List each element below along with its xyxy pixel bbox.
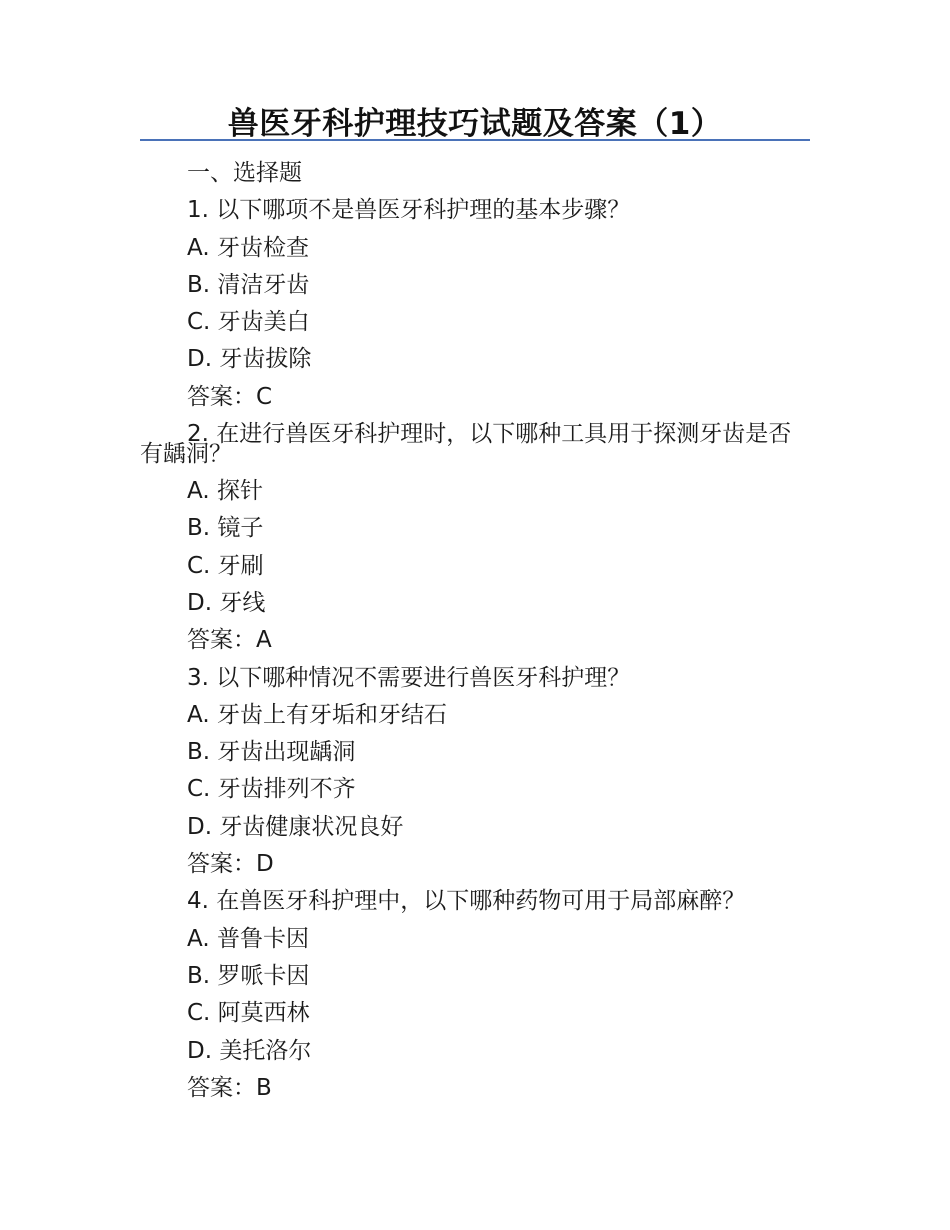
question-4: 4. 在兽医牙科护理中，以下哪种药物可用于局部麻醉？	[187, 888, 746, 915]
question-3-option-c: C. 牙齿排列不齐	[187, 776, 356, 803]
question-1: 1. 以下哪项不是兽医牙科护理的基本步骤？	[187, 197, 631, 224]
question-1-option-c: C. 牙齿美白	[187, 309, 310, 336]
section-heading: 一、选择题	[187, 160, 302, 186]
document-body	[140, 155, 810, 1107]
title-underline	[140, 139, 810, 141]
question-2-option-d: D. 牙线	[187, 589, 266, 616]
question-1-option-a: A. 牙齿检查	[187, 234, 309, 261]
question-3: 3. 以下哪种情况不需要进行兽医牙科护理？	[187, 664, 631, 691]
question-3-option-b: B. 牙齿出现龋洞	[187, 739, 356, 766]
question-4-answer: 答案：B	[187, 1074, 272, 1101]
question-4-option-b: B. 罗哌卡因	[187, 962, 310, 989]
document-title: 兽医牙科护理技巧试题及答案（1）	[227, 106, 723, 142]
question-4-option-d: D. 美托洛尔	[187, 1037, 312, 1064]
question-1-option-d: D. 牙齿拔除	[187, 346, 312, 373]
question-4-option-c: C. 阿莫西林	[187, 1000, 310, 1027]
question-3-answer: 答案：D	[187, 851, 274, 878]
question-1-answer: 答案：C	[187, 383, 273, 410]
question-3-option-a: A. 牙齿上有牙垢和牙结石	[187, 701, 447, 728]
question-2: 2. 在进行兽医牙科护理时，以下哪种工具用于探测牙齿是否有龋洞？	[140, 421, 792, 468]
question-2-option-b: B. 镜子	[187, 515, 264, 542]
question-2-option-a: A. 探针	[187, 478, 263, 505]
question-3-option-d: D. 牙齿健康状况良好	[187, 813, 404, 840]
question-2-option-c: C. 牙刷	[187, 552, 264, 579]
question-1-option-b: B. 清洁牙齿	[187, 271, 310, 298]
question-4-option-a: A. 普鲁卡因	[187, 925, 309, 952]
question-2-answer: 答案：A	[187, 627, 272, 654]
